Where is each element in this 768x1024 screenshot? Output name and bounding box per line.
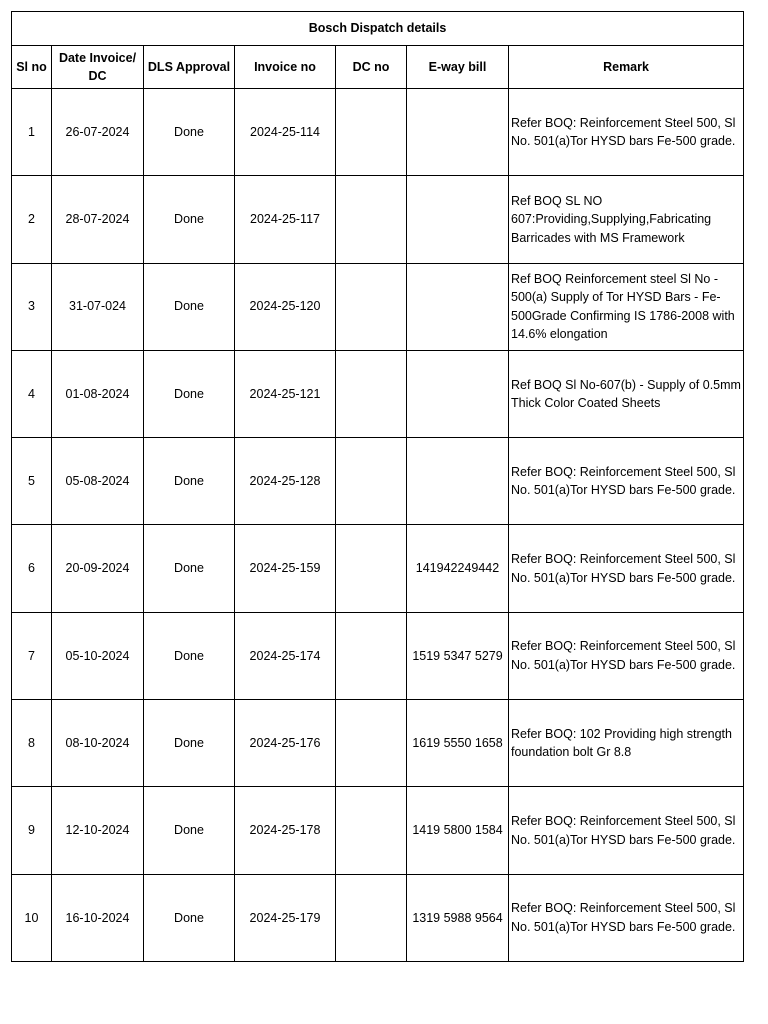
invoice-no-cell: 2024-25-121: [235, 350, 336, 437]
dc-no-cell: [336, 438, 407, 525]
table-row: [12, 350, 744, 437]
remark-cell: Ref BOQ Reinforcement steel Sl No - 500(a) Supply of Tor HYSD Bars - Fe-500Grade Confirming IS 1786-2008 with 14.6% elongation: [509, 263, 744, 350]
remark-cell: Refer BOQ: Reinforcement Steel 500, Sl No. 501(a)Tor HYSD bars Fe-500 grade.: [509, 612, 744, 699]
header-row: [12, 46, 744, 89]
dls-approval-cell: Done: [144, 176, 235, 263]
table-row: [12, 438, 744, 525]
date-cell: 08-10-2024: [52, 700, 144, 787]
date-cell: 01-08-2024: [52, 350, 144, 437]
table-row: [12, 700, 744, 787]
invoice-no-cell: 2024-25-174: [235, 612, 336, 699]
date-cell: 05-08-2024: [52, 438, 144, 525]
remark-cell: Refer BOQ: 102 Providing high strength foundation bolt Gr 8.8: [509, 700, 744, 787]
sl-no-cell: 6: [12, 525, 52, 612]
remark-cell: Ref BOQ Sl No-607(b) - Supply of 0.5mm Thick Color Coated Sheets: [509, 350, 744, 437]
dls-approval-cell: Done: [144, 787, 235, 874]
remark-cell: Refer BOQ: Reinforcement Steel 500, Sl No. 501(a)Tor HYSD bars Fe-500 grade.: [509, 438, 744, 525]
sl-no-cell: 1: [12, 89, 52, 176]
eway-bill-cell: [407, 89, 509, 176]
dls-approval-cell: Done: [144, 700, 235, 787]
dispatch-table: [11, 11, 744, 962]
date-cell: 31-07-024: [52, 263, 144, 350]
sl-no-cell: 7: [12, 612, 52, 699]
dc-no-cell: [336, 350, 407, 437]
sl-no-cell: 9: [12, 787, 52, 874]
table-row: [12, 263, 744, 350]
invoice-no-cell: 2024-25-159: [235, 525, 336, 612]
col-header-dc-no: DC no: [336, 46, 407, 89]
col-header-sl-no: Sl no: [12, 46, 52, 89]
col-header-eway-bill: E-way bill: [407, 46, 509, 89]
dls-approval-cell: Done: [144, 263, 235, 350]
date-cell: 16-10-2024: [52, 874, 144, 961]
dc-no-cell: [336, 874, 407, 961]
dls-approval-cell: Done: [144, 874, 235, 961]
date-cell: 05-10-2024: [52, 612, 144, 699]
eway-bill-cell: [407, 438, 509, 525]
dc-no-cell: [336, 525, 407, 612]
eway-bill-cell: 1319 5988 9564: [407, 874, 509, 961]
dls-approval-cell: Done: [144, 525, 235, 612]
remark-cell: Ref BOQ SL NO 607:Providing,Supplying,Fabricating Barricades with MS Framework: [509, 176, 744, 263]
invoice-no-cell: 2024-25-178: [235, 787, 336, 874]
eway-bill-cell: [407, 263, 509, 350]
eway-bill-cell: 1419 5800 1584: [407, 787, 509, 874]
dc-no-cell: [336, 700, 407, 787]
table-row: [12, 176, 744, 263]
date-cell: 12-10-2024: [52, 787, 144, 874]
remark-cell: Refer BOQ: Reinforcement Steel 500, Sl No. 501(a)Tor HYSD bars Fe-500 grade.: [509, 89, 744, 176]
sl-no-cell: 3: [12, 263, 52, 350]
dls-approval-cell: Done: [144, 89, 235, 176]
dls-approval-cell: Done: [144, 350, 235, 437]
col-header-date-invoice-dc: Date Invoice/ DC: [52, 46, 144, 89]
remark-cell: Refer BOQ: Reinforcement Steel 500, Sl No. 501(a)Tor HYSD bars Fe-500 grade.: [509, 874, 744, 961]
eway-bill-cell: 1519 5347 5279: [407, 612, 509, 699]
dls-approval-cell: Done: [144, 438, 235, 525]
table-row: [12, 89, 744, 176]
invoice-no-cell: 2024-25-176: [235, 700, 336, 787]
dc-no-cell: [336, 612, 407, 699]
sl-no-cell: 2: [12, 176, 52, 263]
eway-bill-cell: [407, 350, 509, 437]
sl-no-cell: 5: [12, 438, 52, 525]
col-header-remark: Remark: [509, 46, 744, 89]
dc-no-cell: [336, 89, 407, 176]
dc-no-cell: [336, 263, 407, 350]
date-cell: 28-07-2024: [52, 176, 144, 263]
table-row: [12, 787, 744, 874]
table-row: [12, 525, 744, 612]
dc-no-cell: [336, 787, 407, 874]
table-row: [12, 874, 744, 961]
table-title: Bosch Dispatch details: [12, 12, 744, 46]
eway-bill-cell: 1619 5550 1658: [407, 700, 509, 787]
remark-cell: Refer BOQ: Reinforcement Steel 500, Sl No. 501(a)Tor HYSD bars Fe-500 grade.: [509, 787, 744, 874]
dc-no-cell: [336, 176, 407, 263]
sl-no-cell: 10: [12, 874, 52, 961]
remark-cell: Refer BOQ: Reinforcement Steel 500, Sl No. 501(a)Tor HYSD bars Fe-500 grade.: [509, 525, 744, 612]
date-cell: 20-09-2024: [52, 525, 144, 612]
date-cell: 26-07-2024: [52, 89, 144, 176]
col-header-invoice-no: Invoice no: [235, 46, 336, 89]
invoice-no-cell: 2024-25-114: [235, 89, 336, 176]
eway-bill-cell: [407, 176, 509, 263]
eway-bill-cell: 141942249442: [407, 525, 509, 612]
dls-approval-cell: Done: [144, 612, 235, 699]
col-header-dls-approval: DLS Approval: [144, 46, 235, 89]
sl-no-cell: 8: [12, 700, 52, 787]
sl-no-cell: 4: [12, 350, 52, 437]
invoice-no-cell: 2024-25-117: [235, 176, 336, 263]
invoice-no-cell: 2024-25-179: [235, 874, 336, 961]
invoice-no-cell: 2024-25-120: [235, 263, 336, 350]
invoice-no-cell: 2024-25-128: [235, 438, 336, 525]
table-row: [12, 612, 744, 699]
